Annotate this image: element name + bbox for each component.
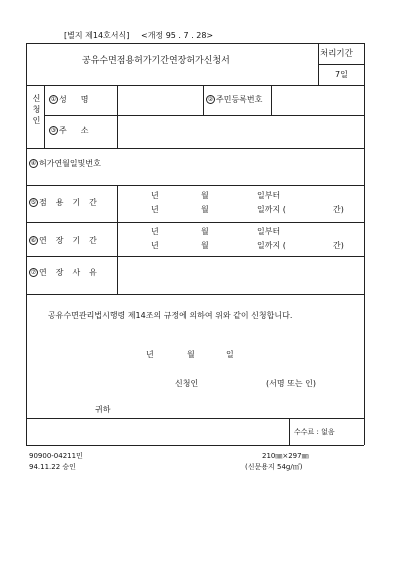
occupancy-month-to: 월 [201, 205, 209, 214]
frame-left [26, 43, 27, 445]
extension-day-from: 일부터 [257, 227, 281, 236]
circled-number: ② [207, 96, 214, 103]
occupancy-day-to: 일까지 ( [257, 205, 286, 214]
extension-reason-field[interactable] [118, 257, 363, 293]
paper-size: 210㎜×297㎜ [262, 452, 309, 460]
permit-row-bottom [26, 185, 364, 186]
form-code: 90900-04211민 [29, 452, 83, 460]
extension-year-to: 년 [151, 241, 159, 250]
occupancy-year-from: 년 [151, 191, 159, 200]
extension-reason-label: ⑦ 연장사유 [30, 268, 106, 277]
applicant-group-label: 신청인 [32, 94, 41, 127]
circled-number: ⑦ [30, 269, 37, 276]
resident-id-field[interactable] [272, 86, 363, 114]
statement-text: 공유수면관리법시행령 제14조의 규정에 의하여 위와 같이 신청합니다. [48, 311, 293, 320]
fee-text: 수수료 : 없음 [294, 428, 335, 436]
date-month: 월 [187, 350, 195, 359]
address-label: ③ 주소 [50, 126, 103, 135]
name-label: ① 성명 [50, 95, 103, 104]
processing-label: 처리기간 [320, 49, 353, 59]
circled-number: ① [50, 96, 57, 103]
extension-year-from: 년 [151, 227, 159, 236]
address-field[interactable] [118, 116, 363, 147]
signature-note: (서명 또는 인) [266, 379, 316, 388]
signature-field[interactable] [206, 378, 264, 390]
form-number: [별지 제14호서식] [64, 31, 130, 40]
statement-bottom [26, 418, 364, 419]
extension-period-label: ⑥ 연장기간 [30, 236, 106, 245]
applicant-bottom [26, 148, 364, 149]
revision-note: <개정 95 . 7 . 28> [141, 31, 214, 40]
occupancy-year-to: 년 [151, 205, 159, 214]
extension-duration-close: 간) [333, 241, 344, 250]
circled-number: ⑤ [30, 199, 37, 206]
addressee: 귀하 [95, 405, 111, 414]
occupancy-duration-close: 간) [333, 205, 344, 214]
extension-month-to: 월 [201, 241, 209, 250]
frame-bottom [26, 445, 364, 446]
permit-date-label: ④ 허가연월일및번호 [30, 159, 101, 168]
extension-day-to: 일까지 ( [257, 241, 286, 250]
extension-month-from: 월 [201, 227, 209, 236]
occupancy-day-from: 일부터 [257, 191, 281, 200]
circled-number: ③ [50, 127, 57, 134]
occupancy-month-from: 월 [201, 191, 209, 200]
circled-number: ④ [30, 160, 37, 167]
form-title: 공유수면점용허가기간연장허가신청서 [82, 56, 230, 66]
fee-divider [289, 418, 290, 445]
processing-split [318, 64, 364, 65]
signature-label: 신청인 [175, 379, 199, 388]
occupancy-row-bottom [26, 222, 364, 223]
frame-right [364, 43, 365, 445]
id-label: ② 주민등록번호 [207, 95, 263, 104]
approval-date: 94.11.22 승인 [29, 463, 76, 471]
occupancy-period-label: ⑤ 점용기간 [30, 198, 106, 207]
reason-row-bottom [26, 294, 364, 295]
date-year: 년 [146, 350, 154, 359]
applicant-divider [44, 85, 45, 148]
processing-value: 7일 [335, 70, 348, 79]
date-day: 일 [226, 350, 234, 359]
paper-type: (신문용지 54g/㎡) [245, 463, 303, 471]
frame-top [26, 43, 364, 44]
permit-date-field[interactable] [27, 172, 363, 184]
circled-number: ⑥ [30, 237, 37, 244]
name-field[interactable] [118, 86, 202, 114]
id-divider [203, 85, 204, 115]
